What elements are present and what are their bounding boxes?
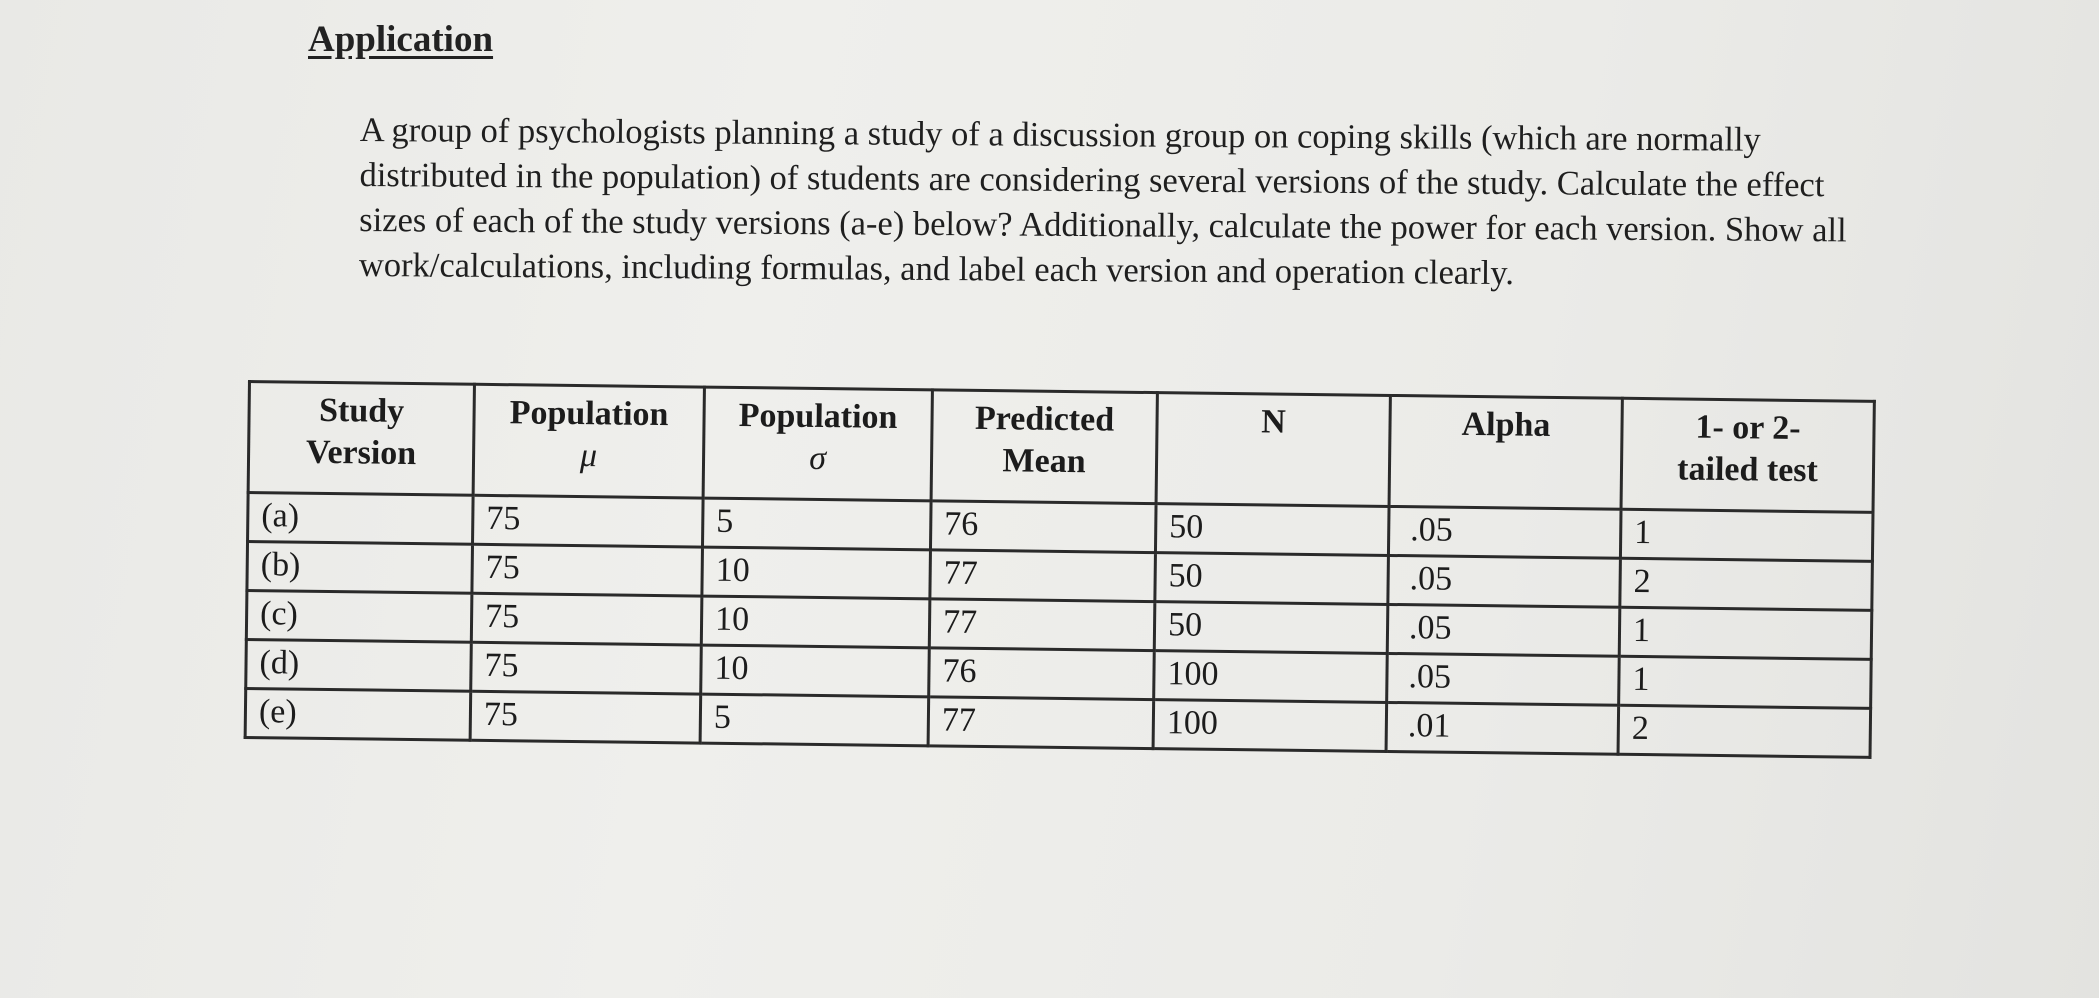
header-line: Predicted xyxy=(974,399,1115,439)
mu-symbol: μ xyxy=(579,437,598,475)
cell-population-mu: 75 xyxy=(472,544,703,596)
header-line: Population xyxy=(738,396,898,436)
cell-tails: 1 xyxy=(1619,607,1872,659)
cell-population-mu: 75 xyxy=(471,593,702,645)
cell-population-mu: 75 xyxy=(470,691,701,743)
cell-version: (c) xyxy=(246,591,472,643)
cell-tails: 1 xyxy=(1619,656,1872,708)
cell-predicted-mean: 76 xyxy=(929,648,1155,700)
cell-alpha: .05 xyxy=(1387,653,1620,705)
cell-population-sigma: 10 xyxy=(701,596,930,648)
cell-n: 50 xyxy=(1155,553,1389,605)
cell-predicted-mean: 76 xyxy=(930,501,1156,553)
cell-alpha: .05 xyxy=(1388,506,1621,558)
header-population-mu xyxy=(473,384,704,498)
cell-version: (a) xyxy=(248,493,474,545)
cell-alpha: .05 xyxy=(1387,604,1620,656)
header-predicted-mean xyxy=(931,390,1157,504)
study-versions-table xyxy=(244,380,1876,759)
cell-alpha: .01 xyxy=(1386,702,1619,754)
cell-predicted-mean: 77 xyxy=(928,697,1154,749)
cell-population-sigma: 5 xyxy=(702,498,931,550)
problem-statement: A group of psychologists planning a study of a discussion group on coping skills (which are normally distributed in the population) of students are considering several versions of the study. Calculate the effect sizes of each of the study versions (a-e) below? Additionally, calculate the power for each version. Show all work/calculations, including formulas, and label each version and operation clearly. xyxy=(358,110,1847,293)
cell-population-mu: 75 xyxy=(471,642,702,694)
study-versions-table-wrapper xyxy=(244,380,1873,759)
header-line: N xyxy=(1261,403,1287,441)
header-line: Study xyxy=(318,391,405,430)
cell-n: 50 xyxy=(1155,504,1389,556)
cell-tails: 1 xyxy=(1620,509,1873,561)
header-line: Version xyxy=(305,433,417,473)
cell-n: 100 xyxy=(1154,651,1388,703)
cell-tails: 2 xyxy=(1618,705,1871,757)
header-population-sigma xyxy=(703,387,932,501)
header-line: tailed test xyxy=(1676,450,1819,490)
header-alpha xyxy=(1389,395,1622,509)
sigma-symbol: σ xyxy=(808,439,827,478)
header-line: Mean xyxy=(1002,442,1086,481)
cell-predicted-mean: 77 xyxy=(929,599,1155,651)
header-line: Population xyxy=(509,394,669,434)
header-n xyxy=(1156,393,1390,507)
cell-alpha: .05 xyxy=(1388,555,1621,607)
header-study-version xyxy=(248,382,474,496)
cell-predicted-mean: 77 xyxy=(930,550,1156,602)
cell-tails: 2 xyxy=(1620,558,1873,610)
cell-version: (e) xyxy=(245,688,471,740)
cell-version: (b) xyxy=(247,542,473,594)
cell-population-sigma: 10 xyxy=(702,547,931,599)
cell-n: 50 xyxy=(1154,602,1388,654)
cell-population-sigma: 10 xyxy=(701,645,930,697)
table-header-row xyxy=(248,382,1874,513)
header-tails xyxy=(1621,398,1874,512)
cell-n: 100 xyxy=(1153,700,1387,752)
header-line: Alpha xyxy=(1461,405,1551,444)
cell-population-mu: 75 xyxy=(473,495,704,547)
cell-version: (d) xyxy=(246,639,472,691)
section-heading: Application xyxy=(308,19,494,60)
header-line: 1- or 2- xyxy=(1695,408,1801,447)
cell-population-sigma: 5 xyxy=(700,694,929,746)
